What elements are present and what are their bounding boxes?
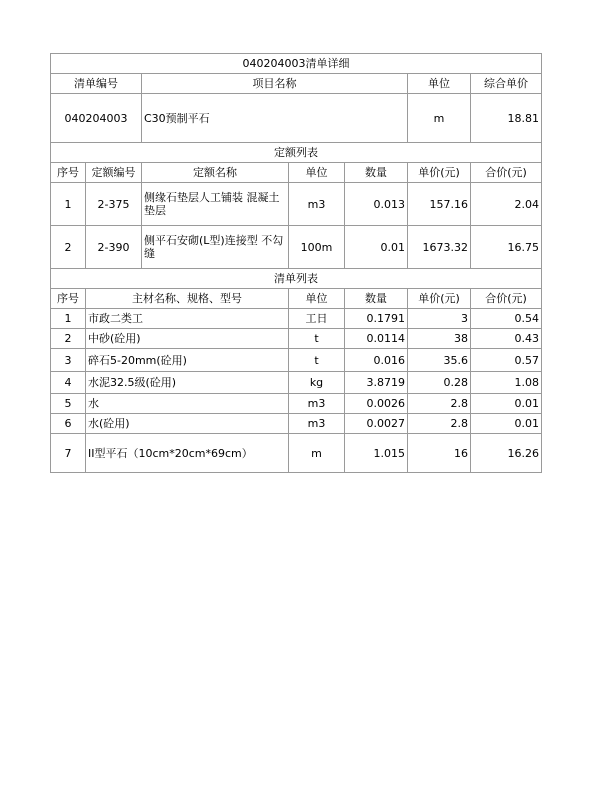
materials-header-unit: 单位 (289, 289, 345, 309)
material-qty: 0.0027 (345, 414, 408, 434)
quota-total: 2.04 (471, 183, 542, 226)
materials-section-title: 清单列表 (51, 269, 542, 289)
quota-name: 侧平石安砌(L型)连接型 不勾缝 (142, 226, 289, 269)
material-seq: 3 (51, 349, 86, 372)
quota-row (51, 226, 542, 269)
quota-header-qty: 数量 (345, 163, 408, 183)
material-unit: kg (289, 372, 345, 394)
material-name: 市政二类工 (86, 309, 289, 329)
material-row (51, 329, 542, 349)
material-unit: m3 (289, 414, 345, 434)
quota-header-seq: 序号 (51, 163, 86, 183)
quota-qty: 0.01 (345, 226, 408, 269)
material-qty: 0.0114 (345, 329, 408, 349)
materials-header-name: 主材名称、规格、型号 (86, 289, 289, 309)
quota-section-title: 定额列表 (51, 143, 542, 163)
material-qty: 0.1791 (345, 309, 408, 329)
quota-unit-price: 1673.32 (408, 226, 471, 269)
material-row (51, 372, 542, 394)
item-unit: m (408, 94, 471, 143)
material-seq: 7 (51, 434, 86, 473)
material-name: 水泥32.5级(砼用) (86, 372, 289, 394)
material-total: 0.54 (471, 309, 542, 329)
material-unit: t (289, 349, 345, 372)
quota-total: 16.75 (471, 226, 542, 269)
material-unit-price: 35.6 (408, 349, 471, 372)
header-code: 清单编号 (51, 74, 142, 94)
material-name: 水 (86, 394, 289, 414)
material-total: 0.43 (471, 329, 542, 349)
material-row (51, 434, 542, 473)
quota-header-unit: 单位 (289, 163, 345, 183)
material-unit-price: 0.28 (408, 372, 471, 394)
quota-header-unit-price: 单价(元) (408, 163, 471, 183)
quota-unit: 100m (289, 226, 345, 269)
material-total: 0.01 (471, 414, 542, 434)
header-name: 项目名称 (142, 74, 408, 94)
material-unit: 工日 (289, 309, 345, 329)
material-unit-price: 3 (408, 309, 471, 329)
material-unit-price: 38 (408, 329, 471, 349)
material-name: 碎石5-20mm(砼用) (86, 349, 289, 372)
material-total: 16.26 (471, 434, 542, 473)
material-unit: m (289, 434, 345, 473)
material-qty: 0.016 (345, 349, 408, 372)
quota-header-name: 定额名称 (142, 163, 289, 183)
material-unit-price: 16 (408, 434, 471, 473)
material-unit-price: 2.8 (408, 414, 471, 434)
quota-qty: 0.013 (345, 183, 408, 226)
material-unit-price: 2.8 (408, 394, 471, 414)
detail-table (50, 53, 542, 473)
quota-header-total: 合价(元) (471, 163, 542, 183)
quota-row (51, 183, 542, 226)
quota-code: 2-375 (86, 183, 142, 226)
material-unit: m3 (289, 394, 345, 414)
materials-header-qty: 数量 (345, 289, 408, 309)
material-total: 1.08 (471, 372, 542, 394)
material-name: II型平石（10cm*20cm*69cm） (86, 434, 289, 473)
quota-unit: m3 (289, 183, 345, 226)
material-seq: 5 (51, 394, 86, 414)
materials-header-seq: 序号 (51, 289, 86, 309)
material-seq: 4 (51, 372, 86, 394)
material-row (51, 394, 542, 414)
material-total: 0.01 (471, 394, 542, 414)
material-name: 中砂(砼用) (86, 329, 289, 349)
material-seq: 6 (51, 414, 86, 434)
quota-code: 2-390 (86, 226, 142, 269)
item-code: 040204003 (51, 94, 142, 143)
material-row (51, 309, 542, 329)
header-price: 综合单价 (471, 74, 542, 94)
materials-header-total: 合价(元) (471, 289, 542, 309)
material-qty: 3.8719 (345, 372, 408, 394)
material-row (51, 414, 542, 434)
material-seq: 1 (51, 309, 86, 329)
material-seq: 2 (51, 329, 86, 349)
quota-header-code: 定额编号 (86, 163, 142, 183)
material-qty: 1.015 (345, 434, 408, 473)
header-unit: 单位 (408, 74, 471, 94)
material-qty: 0.0026 (345, 394, 408, 414)
quota-name: 侧缘石垫层人工铺装 混凝土垫层 (142, 183, 289, 226)
quota-seq: 2 (51, 226, 86, 269)
material-row (51, 349, 542, 372)
material-name: 水(砼用) (86, 414, 289, 434)
quota-seq: 1 (51, 183, 86, 226)
table-title: 040204003清单详细 (51, 54, 542, 74)
material-total: 0.57 (471, 349, 542, 372)
item-name: C30预制平石 (142, 94, 408, 143)
quota-unit-price: 157.16 (408, 183, 471, 226)
material-unit: t (289, 329, 345, 349)
materials-header-unit-price: 单价(元) (408, 289, 471, 309)
item-price: 18.81 (471, 94, 542, 143)
